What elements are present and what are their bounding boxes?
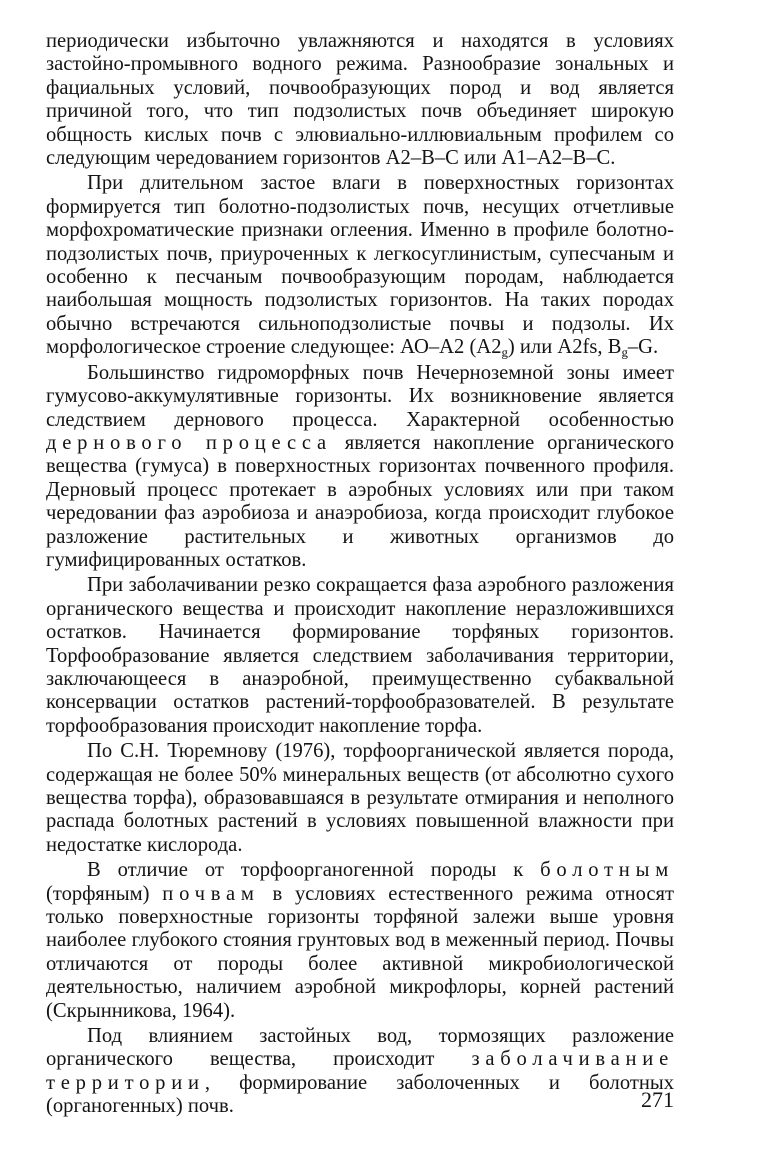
emphasized-term: заболачивание территории [46,1048,674,1094]
paragraph-text: в условиях естественного режима относят только поверхностные горизонты торфяной залежи выше уровня наиболее глубокого стояния грунтовых вод в меженный период. Почвы отличаются от породы более активной микробиологической деятельностью, наличием аэробной микрофлоры, корней растений (Скрынникова, 1964). [46,882,675,1022]
paragraph-text: ) или A2fs, B [507,336,622,359]
paragraph-text: , формирование заболоченных и болотных (органогенных) почв. [46,1071,674,1118]
paragraph-text: периодически избыточно увлажняются и находятся в условиях застойно-промывного водного режима. Разнообразие зональных и фациальных условий, почвообразующих пород и вод является причиной того, что тип подзолистых почв объединяет широкую общность кислых почв с элювиально-иллювиальным профилем со следующим чередованием горизонтов А2–В–С или А1–А2–В–С. [46,30,674,170]
subscript-g: g [501,345,508,360]
paragraph-text: Под влиянием застойных вод, тормозящих разложение органического вещества, происходит [46,1025,674,1071]
emphasized-term: почвам [162,882,260,905]
paragraph-text: При длительном застое влаги в поверхностных горизонтах формируется тип болотно-подзолистых почв, несущих отчетливые морфохроматические признаки оглеения. Именно в профиле болотно-подзолистых почв, приуроченных к легкосуглинистым, супесчаным и особенно к песчаным почвообразующим породам, наблюдается наибольшая мощность подзолистых горизонтов. На таких породах обычно встречаются сильноподзолистые почвы и подзолы. Их морфологическое строение следующее: АО–А2 (А2 [46,172,674,359]
page-body [46,30,674,1119]
paragraph-bog-soils [46,859,674,1023]
paragraph-text: При заболачивании резко сокращается фаза аэробного разложения органического вещества и происходит накопление неразложившихся остатков. Начинается формирование торфяных горизонтов. Торфообразование является следствием заболачивания территории, заключающееся в анаэробной, преимущественно субаквальной консервации остатков растений-торфообразователей. В результате торфообразования происходит накопление торфа. [46,574,674,737]
paragraph-waterlogging [46,1025,674,1119]
subscript-g: g [621,345,628,360]
paragraph-text: (торфяным) [46,882,163,905]
paragraph-turemnov-definition [46,740,674,857]
page-number: 271 [641,1087,674,1112]
paragraph-text: –G. [627,336,659,359]
emphasized-term: болотным [540,859,674,882]
paragraph-text: Большинство гидроморфных почв Нечерноземной зоны имеет гумусово-аккумулятивные горизонты. Их возникновение является следствием дернового процесса. Характерной особенностью [46,361,674,431]
paragraph-peat-formation [46,574,674,738]
paragraph-sod-process [46,362,674,573]
paragraph-podzolic-soils [46,30,674,170]
emphasized-term: дернового процесса [46,431,332,454]
paragraph-text: является накопление органического вещества (гумуса) в поверхностных горизонтах почвенного профиля. Дерновый процесс протекает в аэробных условиях или при таком чередовании фаз аэробиоза и анаэробиоза, когда происходит глубокое разложение растительных и животных организмов до гумифицированных остатков. [46,431,674,571]
paragraph-text: В отличие от торфоорганогенной породы к [87,859,541,882]
paragraph-bog-podzolic-soils [46,172,674,359]
paragraph-text: По С.Н. Тюремнову (1976), торфоорганической является порода, содержащая не более 50% минеральных веществ (от абсолютно сухого вещества торфа), образовавшаяся в результате отмирания и неполного распада болотных растений в условиях повышенной влажности при недостатке кислорода. [46,740,674,856]
